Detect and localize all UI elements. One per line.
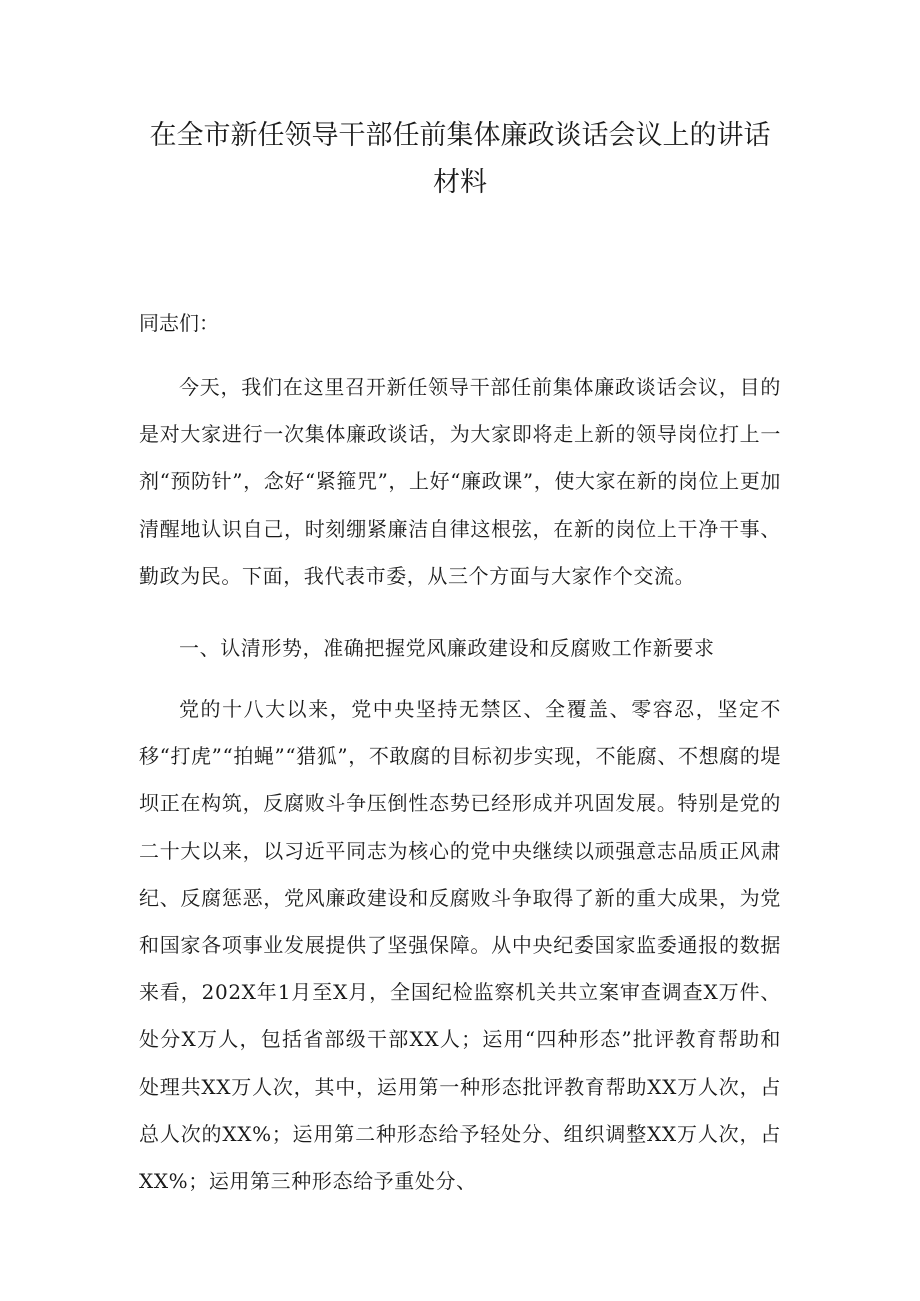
document-title xyxy=(80,112,840,206)
paragraph-body: 党的十八大以来，党中央坚持无禁区、全覆盖、零容忍，坚定不移“打虎”“拍蝇”“猎狐”，不敢腐的目标初步实现，不能腐、不想腐的堤坝正在构筑，反腐败斗争压倒性态势已经形成并巩固发展。特别是党的二十大以来，以习近平同志为核心的党中央继续以顽强意志品质正风肃纪、反腐惩恶，党风廉政建设和反腐败斗争取得了新的重大成果，为党和国家各项事业发展提供了坚强保障。从中央纪委国家监委通报的数据来看，202X年1月至X月，全国纪检监察机关共立案审查调查X万件、处分X万人，包括省部级干部XX人；运用“四种形态”批评教育帮助和处理共XX万人次，其中，运用第一种形态批评教育帮助XX万人次，占总人次的XX%；运用第二种形态给予轻处分、组织调整XX万人次，占XX%；运用第三种形态给予重处分、 xyxy=(139,697,781,1194)
paragraph-intro: 今天，我们在这里召开新任领导干部任前集体廉政谈话会议，目的是对大家进行一次集体廉政谈话，为大家即将走上新的领导岗位打上一剂“预防针”，念好“紧箍咒”，上好“廉政课”，使大家在新的岗位上更加清醒地认识自己，时刻绷紧廉洁自律这根弦，在新的岗位上干净干事、勤政为民。下面，我代表市委，从三个方面与大家作个交流。 xyxy=(139,375,781,588)
title-line-1: 在全市新任领导干部任前集体廉政谈话会议上的讲话 xyxy=(149,120,771,151)
title-line-2: 材料 xyxy=(433,167,487,198)
section-heading: 一、认清形势，准确把握党风廉政建设和反腐败工作新要求 xyxy=(179,636,715,660)
greeting: 同志们： xyxy=(139,311,219,335)
